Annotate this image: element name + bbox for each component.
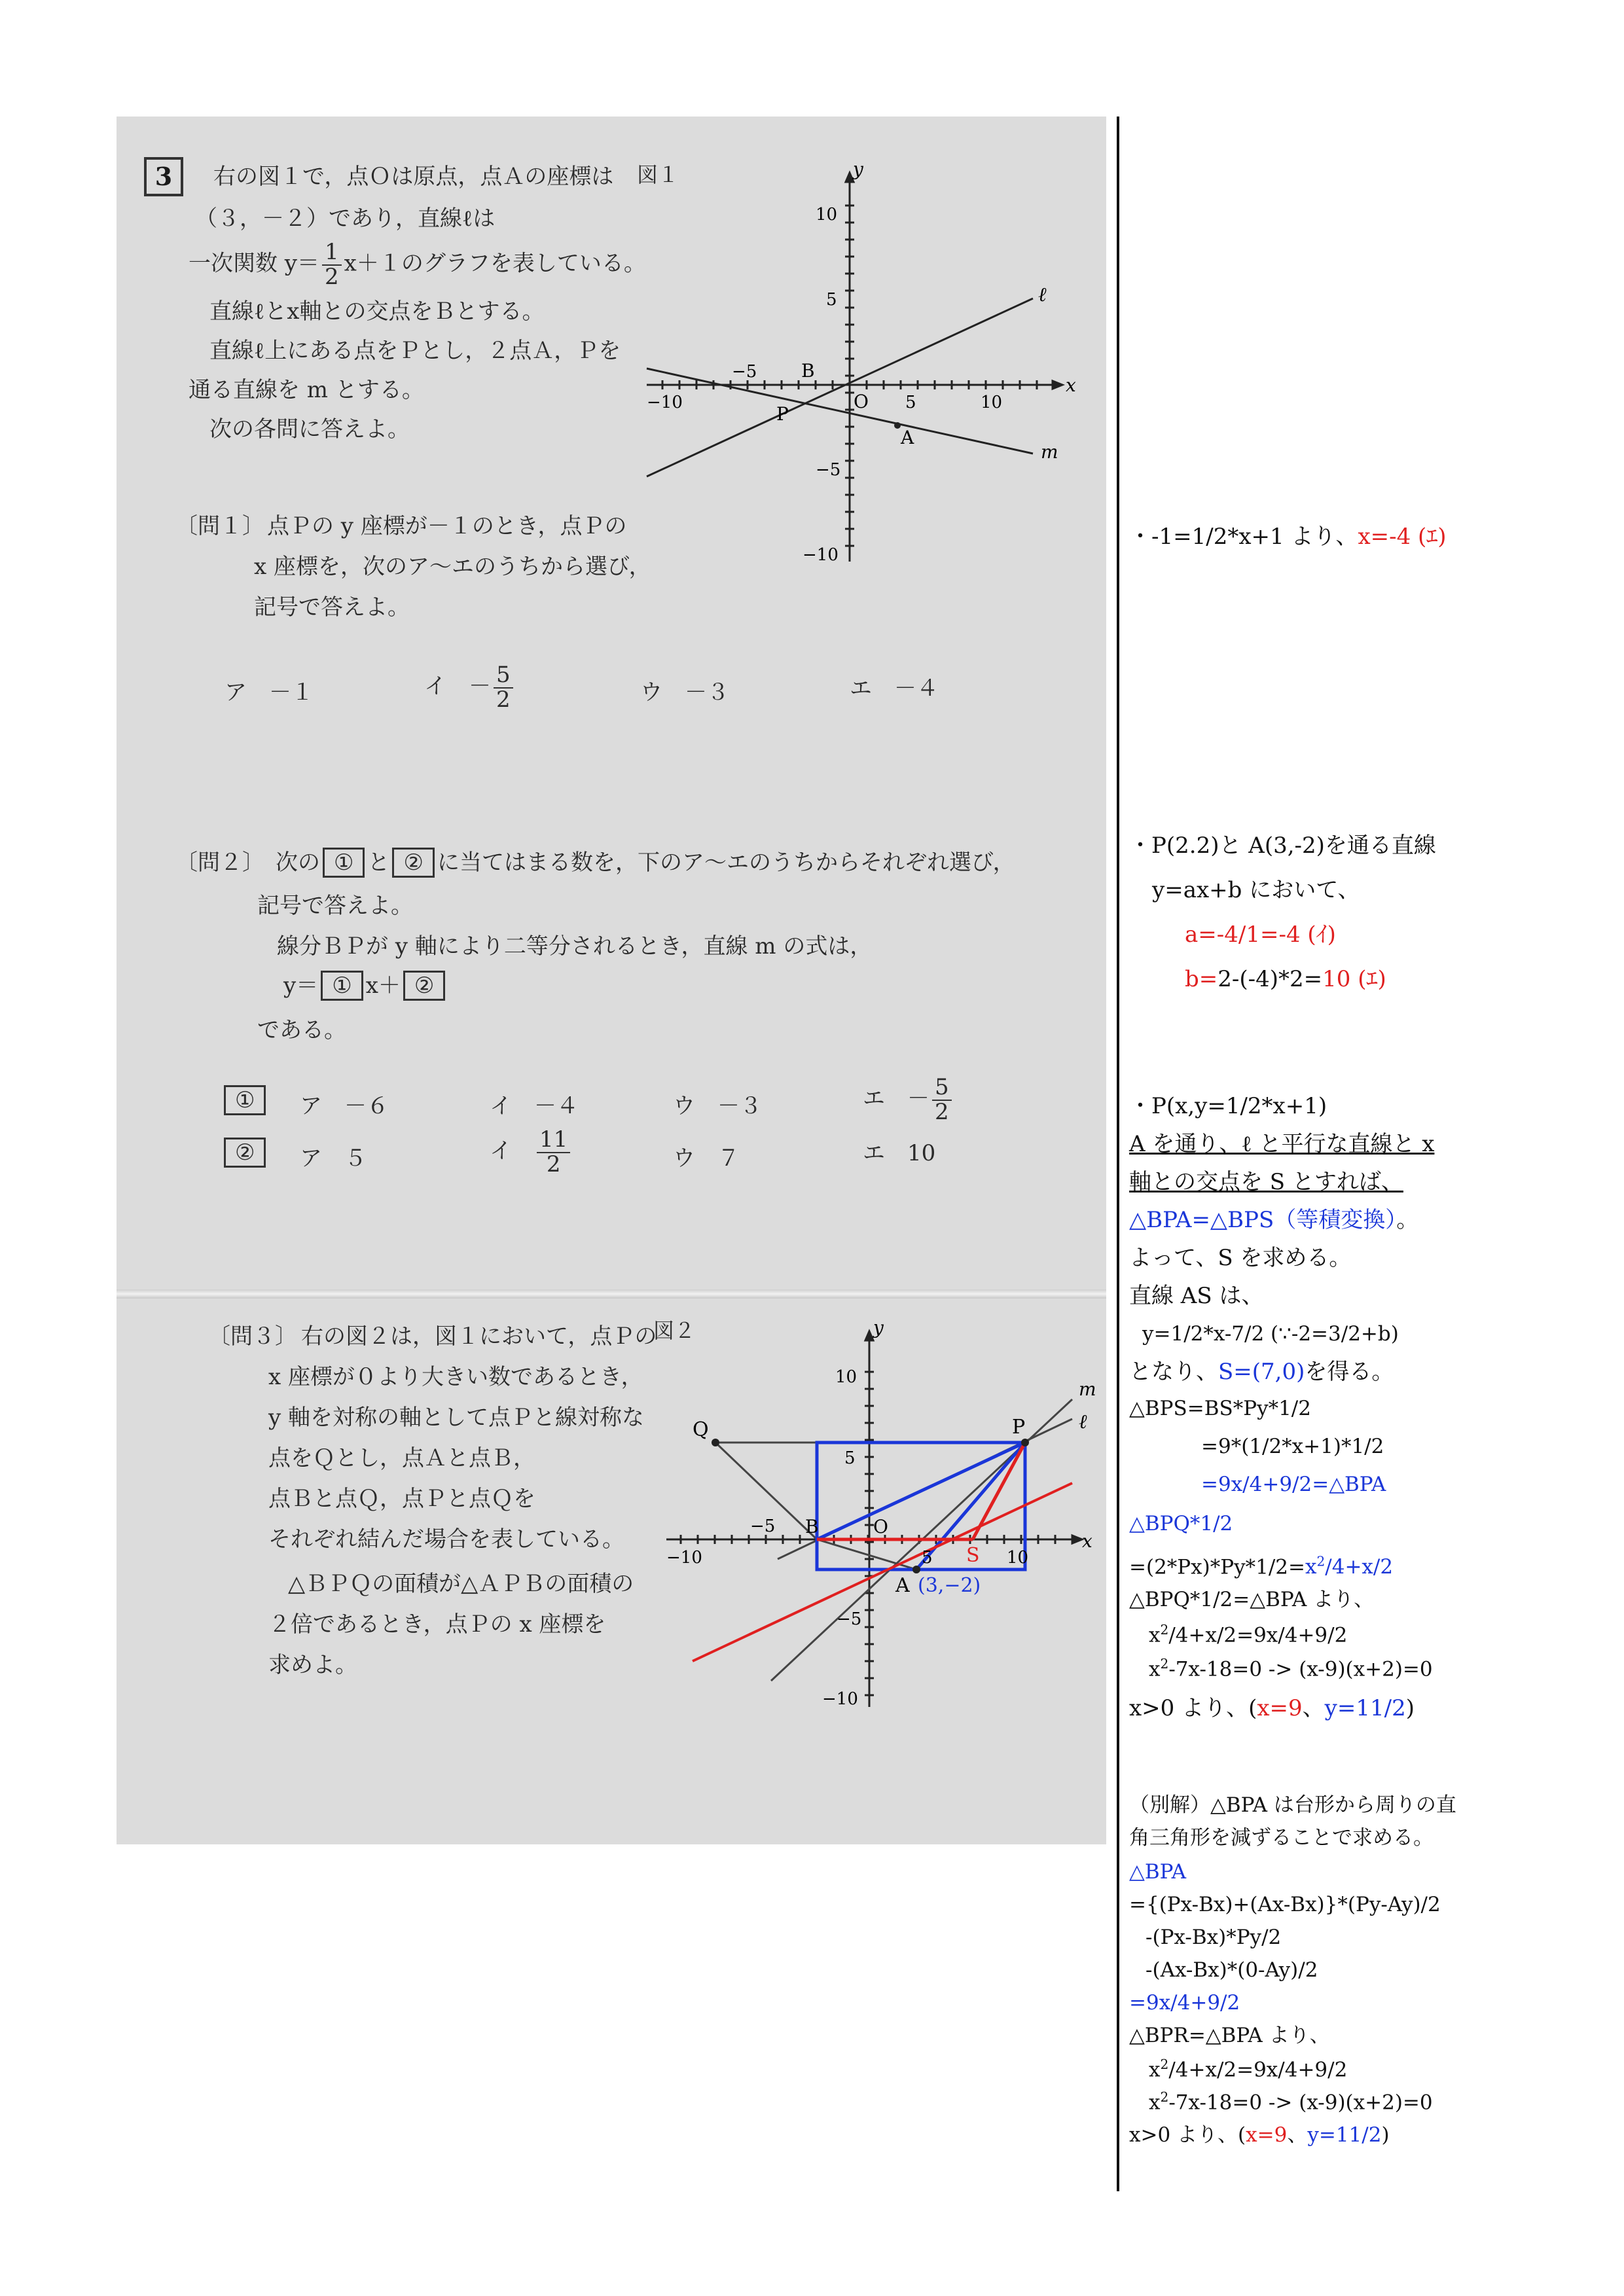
- fig1-line-m: [647, 368, 1033, 454]
- intro-line: （３，－２）であり，直線ℓは: [195, 206, 496, 232]
- fig1-ytick: −10: [803, 545, 839, 565]
- figure-2: [653, 1314, 1106, 1720]
- fig1-label-y: y: [853, 158, 863, 180]
- q2-line2: 記号で答えよ。: [257, 893, 413, 919]
- solution-q3-line: 直線 AS は、: [1129, 1283, 1264, 1309]
- q2-option[interactable]: ア －６: [300, 1093, 389, 1119]
- solution-q1: ・-1=1/2*x+1 より、x=-4 (ｴ): [1129, 524, 1447, 550]
- alt-solution-line: -(Ax-Bx)*(0-Ay)/2: [1146, 1958, 1318, 1982]
- q1-option[interactable]: ウ －３: [640, 679, 729, 706]
- alt-solution-answer: x>0 より、(x=9、y=11/2): [1129, 2123, 1390, 2147]
- solution-q3-line: となり、S=(7,0)を得る。: [1129, 1359, 1394, 1385]
- q1-text: x 座標を，次のア～エのうちから選び，: [254, 554, 651, 580]
- fig2-label-q: Q: [693, 1418, 709, 1441]
- intro-line: 右の図１で，点Ｏは原点，点Ａの座標は: [213, 164, 614, 190]
- alt-solution-line: 角三角形を減ずることで求める。: [1129, 1826, 1434, 1850]
- solution-q3-line: $x^2-7x-18=0 -> (x-9)(x+2)=0$: [1149, 1656, 1433, 1681]
- column-divider: [1117, 117, 1119, 2191]
- fig2-xtick: −10: [666, 1548, 702, 1568]
- fig1-label-b: B: [801, 360, 815, 382]
- fig1-ticks: [662, 206, 1037, 546]
- intro-line: [189, 241, 646, 289]
- fig1-xtick: −5: [732, 362, 757, 382]
- fig1-ytick: 5: [826, 290, 837, 310]
- solution-q3-line: =9x/4+9/2=△BPA: [1201, 1473, 1386, 1496]
- q2-option[interactable]: エ － $\frac{5}{2}$: [863, 1076, 954, 1124]
- solution-q3-line: △BPQ*1/2=△BPA より、: [1129, 1588, 1375, 1611]
- intro-eq-right: x＋１のグラフを表している。: [344, 250, 646, 277]
- fig2-title: 図２: [653, 1318, 696, 1343]
- fig1-label-m: m: [1041, 441, 1058, 463]
- solution-q3-line: y=1/2*x-7/2 (∵-2=3/2+b): [1142, 1322, 1399, 1346]
- q3-text: 右の図２は，図１において，点Ｐの: [301, 1323, 657, 1350]
- q1-option[interactable]: ア －１: [225, 679, 314, 706]
- fig1-label-o: O: [854, 391, 869, 412]
- q2-line5: である。: [257, 1017, 346, 1043]
- fig1-title: 図１: [637, 162, 679, 187]
- fig2-label-o: O: [873, 1516, 888, 1537]
- solution-q2-line: y=ax+b において、: [1152, 877, 1360, 903]
- problem-number: 3: [144, 157, 183, 196]
- fig1-label-a: A: [901, 427, 914, 448]
- fig1-xtick: 10: [981, 393, 1003, 412]
- fig2-label-l: ℓ: [1079, 1410, 1087, 1433]
- fig1-xtick: 5: [905, 393, 916, 412]
- figure-1: [640, 156, 1098, 575]
- q3-text: 点Ｂと点Ｑ，点Ｐと点Ｑを: [268, 1486, 535, 1512]
- fig2-xtick: 5: [922, 1548, 933, 1568]
- solution-q3-answer: x>0 より、(x=9、y=11/2): [1129, 1695, 1415, 1721]
- q2-option[interactable]: ウ ７: [673, 1145, 740, 1172]
- fig2-ticks: [681, 1372, 1055, 1695]
- solution-q3-line: =9*(1/2*x+1)*1/2: [1201, 1435, 1384, 1458]
- q3-text: それぞれ結んだ場合を表している。: [268, 1526, 624, 1552]
- fig1-label-p: P: [776, 403, 789, 425]
- fig1-x-arrow: [1053, 381, 1062, 389]
- alt-solution-line: =9x/4+9/2: [1129, 1991, 1240, 2015]
- fraction: $\frac{1}{2}$: [322, 241, 342, 289]
- paper-fold: [117, 1289, 1106, 1299]
- fig2-xtick: −5: [750, 1516, 776, 1536]
- solution-q3-line: ・P(x,y=1/2*x+1): [1129, 1093, 1327, 1119]
- alt-solution-line: △BPA: [1129, 1860, 1187, 1884]
- q3-text: △ＢＰＱの面積が△ＡＰＢの面積の: [288, 1571, 634, 1597]
- fig2-ytick: −10: [822, 1689, 858, 1709]
- q2-option[interactable]: イ －４: [490, 1093, 579, 1119]
- fig2-label-y: y: [873, 1317, 884, 1338]
- q1-option[interactable]: イ － $\frac{5}{2}$: [424, 664, 516, 711]
- fig1-ytick: 10: [816, 205, 838, 224]
- fig2-label-a-coord: (3,−2): [918, 1574, 981, 1597]
- fig2-label-a: A: [895, 1574, 910, 1597]
- q2-option[interactable]: エ 10: [863, 1140, 936, 1166]
- solution-q2-b: b=2-(-4)*2=10 (ｴ): [1185, 966, 1386, 992]
- q3-text: y 軸を対称の軸として点Ｐと線対称な: [268, 1405, 645, 1431]
- fig1-label-x: x: [1066, 374, 1076, 396]
- q3-text: 求めよ。: [268, 1652, 357, 1678]
- fig1-label-l: ℓ: [1038, 283, 1047, 306]
- scanned-problem-sheet: [117, 117, 1106, 1844]
- q1-label: 〔問１〕: [175, 513, 264, 539]
- fig2-point-a: [912, 1566, 920, 1573]
- fig1-point-a: [894, 422, 901, 429]
- fig2-point-q: [712, 1439, 719, 1446]
- q3-label: 〔問３〕: [208, 1323, 297, 1350]
- alt-solution-line: -(Px-Bx)*Py/2: [1146, 1926, 1282, 1949]
- answer-box-2: ②: [392, 848, 434, 878]
- q1-text: 点Ｐの y 座標が－１のとき，点Ｐの: [267, 513, 627, 539]
- alt-solution-line: △BPR=△BPA より、: [1129, 2024, 1330, 2047]
- q3-text: ２倍であるとき，点Ｐの x 座標を: [268, 1611, 606, 1638]
- solution-q2-line: ・P(2.2)と A(3,-2)を通る直線: [1129, 833, 1436, 859]
- q2-equation: y＝ ① x＋ ②: [283, 967, 448, 1001]
- fig2-label-p: P: [1012, 1416, 1026, 1439]
- intro-eq-left: 一次関数 y＝: [189, 250, 320, 277]
- intro-line: 次の各問に答えよ。: [209, 416, 410, 442]
- solution-q3-line: △BPS=BS*Py*1/2: [1129, 1397, 1311, 1420]
- solution-q3-line: $x^2/4+x/2=9x/4+9/2$: [1149, 1622, 1348, 1647]
- fig2-xtick: 10: [1007, 1548, 1029, 1568]
- alt-solution-line: $x^2/4+x/2=9x/4+9/2$: [1149, 2056, 1348, 2082]
- answer-box-1: ①: [323, 848, 365, 878]
- fig2-ytick: 10: [835, 1367, 857, 1387]
- fig2-ytick: 5: [844, 1448, 856, 1468]
- solution-q3-line: $=(2*Px)*Py*1/2=x^2/4+x/2$: [1129, 1554, 1394, 1579]
- q2-option[interactable]: ア ５: [300, 1145, 367, 1172]
- intro-line: 直線ℓ上にある点をＰとし，２点Ａ，Ｐを: [209, 338, 621, 364]
- intro-line: 直線ℓとx軸との交点をＢとする。: [209, 298, 545, 325]
- fig1-ytick: −5: [816, 460, 841, 480]
- solution-q3-line: よって、S を求める。: [1129, 1245, 1352, 1271]
- fig2-y-arrow: [865, 1331, 873, 1340]
- fig2-x-arrow: [1072, 1535, 1082, 1543]
- alt-solution-line: $x^2-7x-18=0 -> (x-9)(x+2)=0$: [1149, 2089, 1433, 2115]
- intro-line: 通る直線を m とする。: [189, 377, 424, 403]
- fig2-point-p: [1021, 1439, 1029, 1446]
- solution-q3-line: △BPQ*1/2: [1129, 1512, 1233, 1535]
- q2-line1: 〔問２〕 次の ① と ② に当てはまる数を，下のア～エのうちからそれぞれ選び，: [175, 844, 1015, 878]
- fig1-line-l: [647, 298, 1033, 476]
- q2-line3: 線分ＢＰが y 軸により二等分されるとき，直線 m の式は，: [277, 933, 873, 960]
- fig2-label-s: S: [966, 1544, 980, 1567]
- fig1-xtick: −10: [647, 393, 683, 412]
- q1-text: 記号で答えよ。: [254, 594, 410, 620]
- fig2-ytick: −5: [837, 1609, 862, 1629]
- fig2-label-m: m: [1079, 1378, 1096, 1400]
- q2-row1-box: ①: [221, 1085, 268, 1115]
- q2-option[interactable]: ウ －３: [673, 1093, 762, 1119]
- q3-text: x 座標が０より大きい数であるとき，: [268, 1364, 643, 1390]
- solution-q3-line: A を通り、ℓ と平行な直線と x: [1129, 1131, 1435, 1157]
- alt-solution-line: ={(Px-Bx)+(Ax-Bx)}*(Py-Ay)/2: [1129, 1893, 1441, 1916]
- q3-text: 点をＱとし，点Ａと点Ｂ，: [268, 1445, 535, 1471]
- fig2-label-x: x: [1082, 1530, 1092, 1552]
- alt-solution-line: （別解）△BPA は台形から周りの直: [1129, 1793, 1456, 1817]
- q2-option[interactable]: イ $\frac{11}{2}$: [490, 1128, 573, 1176]
- solution-q3-line: 軸との交点を S とすれば、: [1129, 1169, 1403, 1195]
- q1-option[interactable]: エ －４: [850, 675, 939, 702]
- solution-q2-a: a=-4/1=-4 (ｲ): [1185, 922, 1336, 948]
- q2-row2-box: ②: [221, 1138, 268, 1168]
- fig2-label-b: B: [805, 1516, 819, 1537]
- solution-q3-line: △BPA=△BPS（等積変換）。: [1129, 1207, 1419, 1233]
